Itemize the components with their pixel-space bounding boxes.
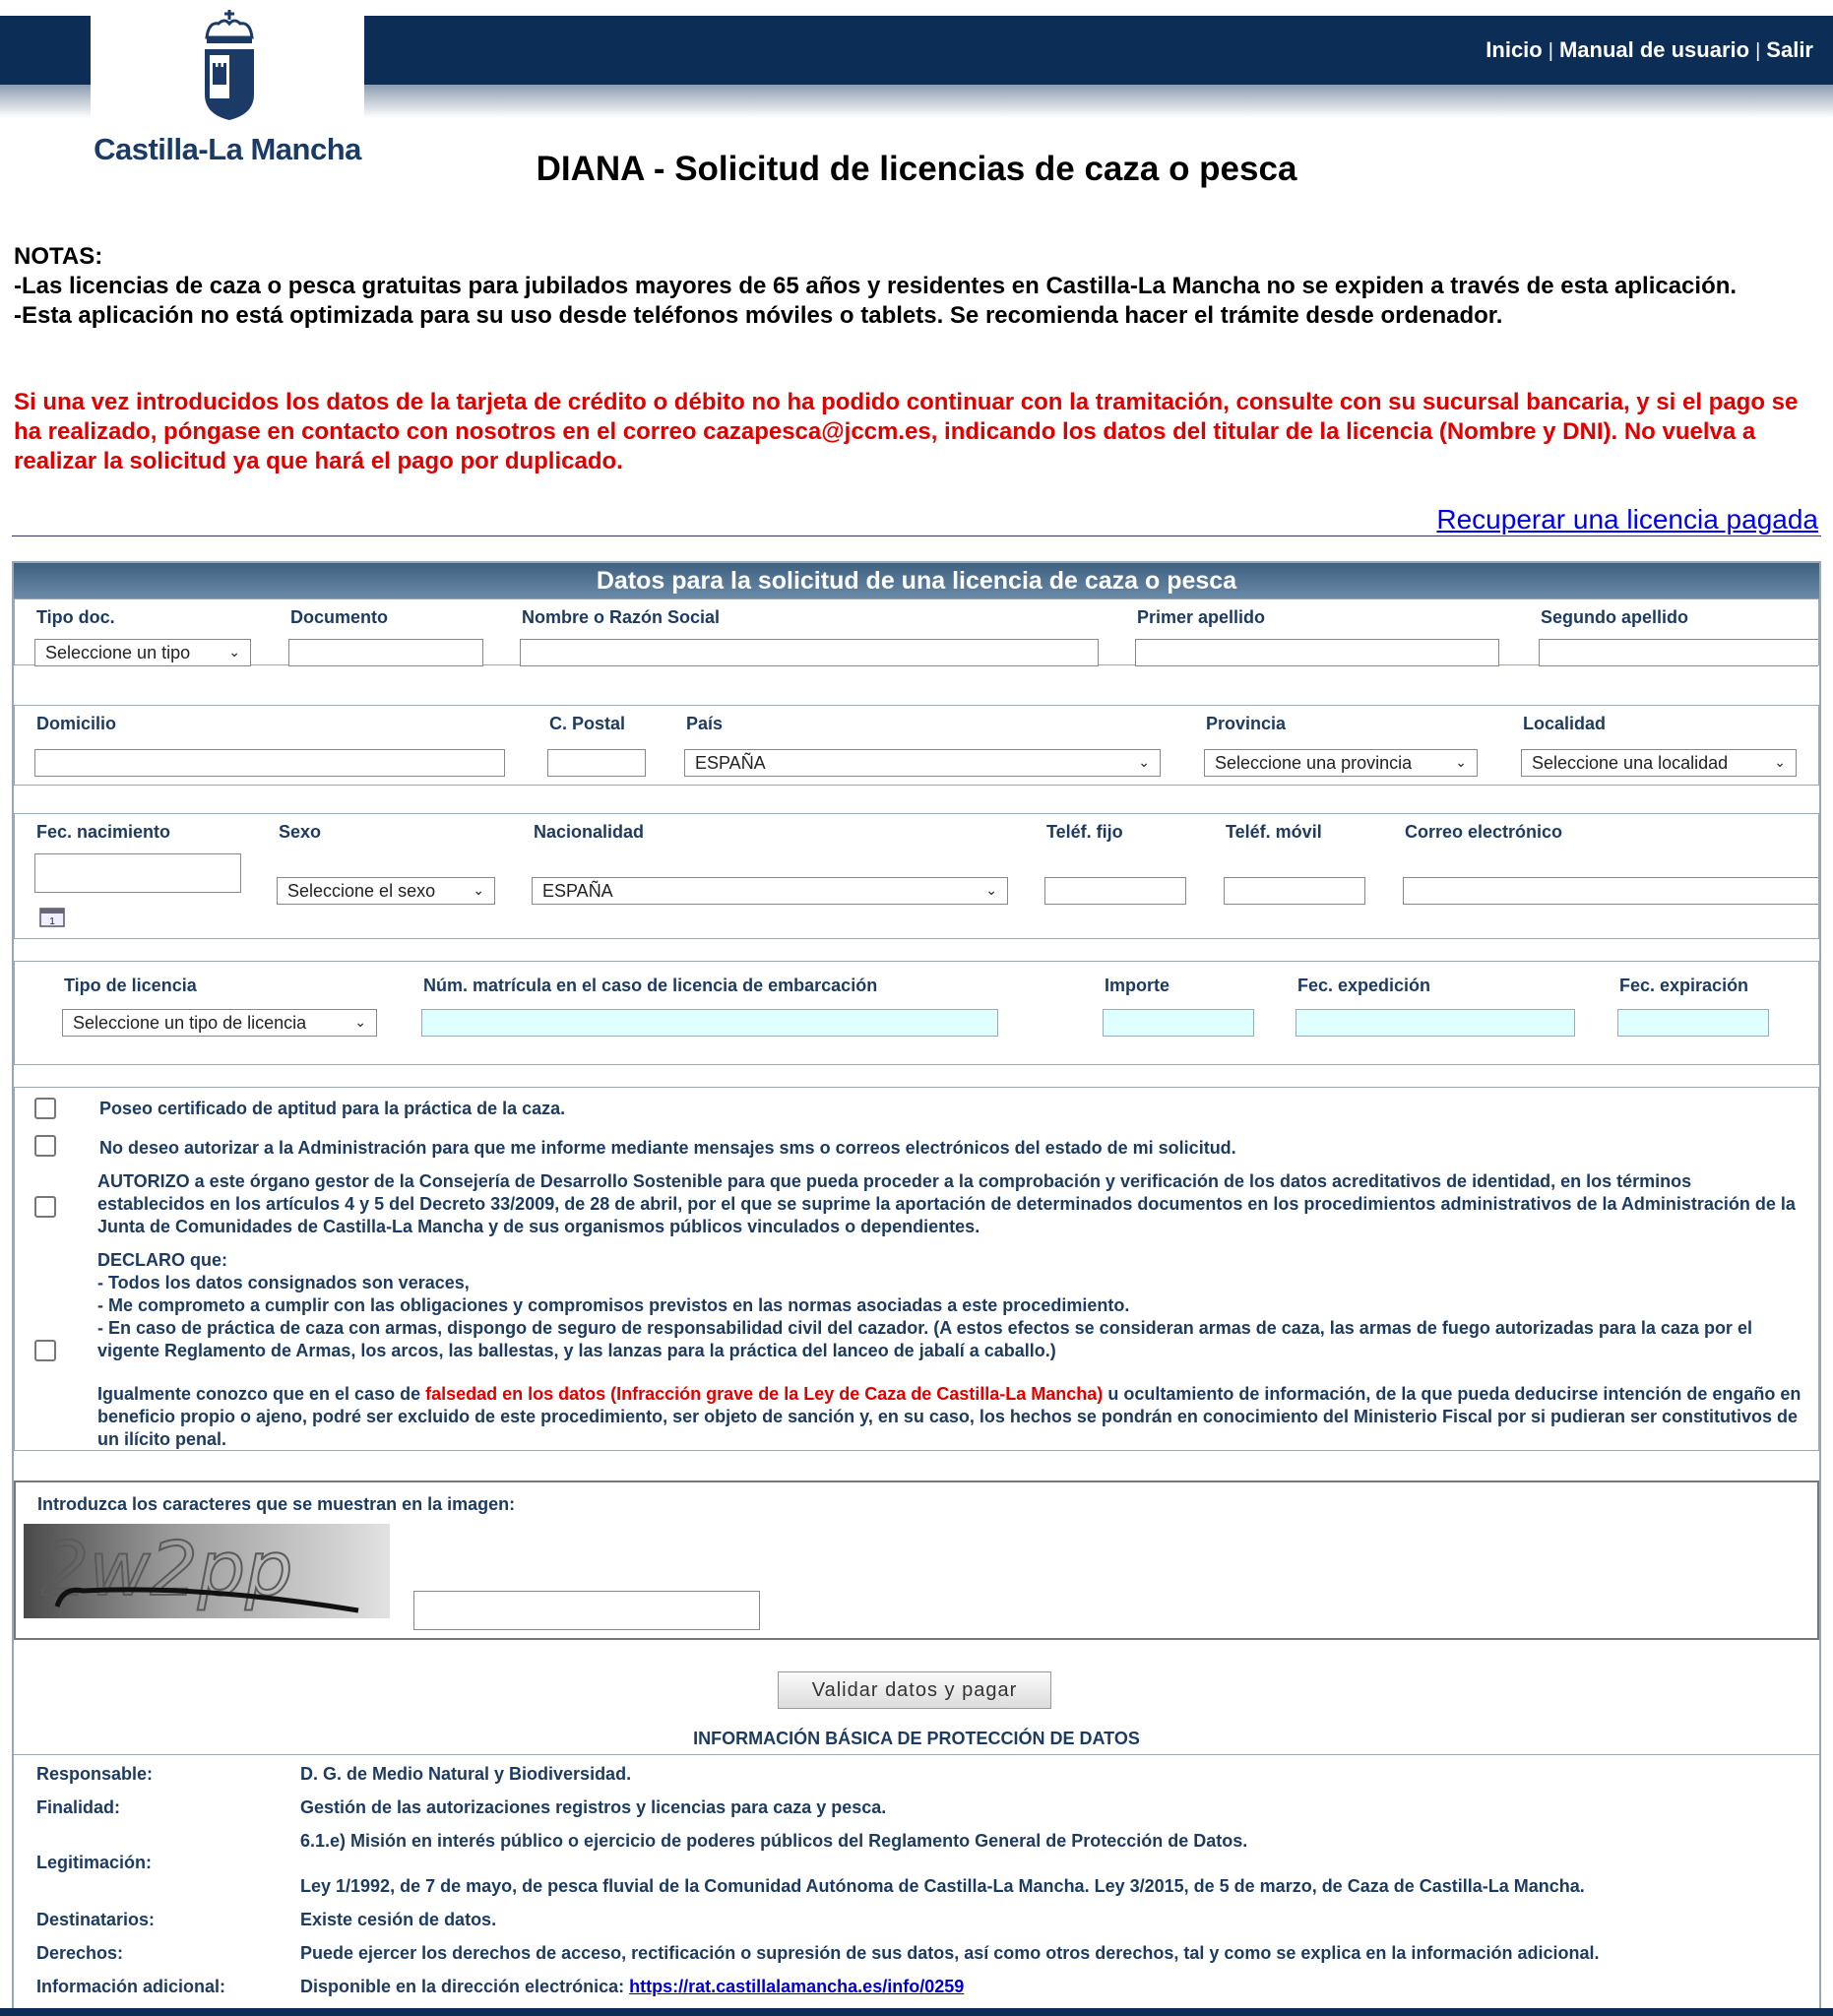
- nacionalidad-label: Nacionalidad: [534, 822, 645, 842]
- section-address: [14, 705, 1819, 786]
- domicilio-label: Domicilio: [36, 714, 117, 733]
- tipo-licencia-select[interactable]: [62, 1009, 377, 1037]
- nombre-label: Nombre o Razón Social: [522, 607, 721, 627]
- declaro-block: [97, 1249, 1810, 1451]
- falsedad-text-b: u ocultamiento de información, de la que pueda deducirse intención de engaño en beneficio propio o ajeno, podré ser excluido de este procedimiento, ser objeto de sanción y, en su caso, los hechos se pondrán en conocimiento del Ministerio Fiscal por si pudieran ser constitutivos de un ilícito penal.: [97, 1384, 1801, 1449]
- autorizo-text: AUTORIZO a este órgano gestor de la Consejería de Desarrollo Sostenible para que pueda proceder a la comprobación y verificación de los datos acreditativos de identidad, en los términos establecidos en los artículos 4 y 5 del Decreto 33/2009, de 28 de abril, por el que se suprime la aportación de determinados documentos en los procedimientos administrativos de la Administración de la Junta de Comunidades de Castilla-La Mancha y de sus organismos públicos vinculados o dependientes.: [97, 1171, 1796, 1236]
- fec-expiracion-label: Fec. expiración: [1619, 976, 1749, 995]
- section-identity: [14, 598, 1819, 665]
- tipo-doc-label: Tipo doc.: [36, 607, 115, 627]
- page-title: DIANA - Solicitud de licencias de caza o pesca: [536, 150, 1297, 188]
- no-autorizo-sms-text: No deseo autorizar a la Administración para que me informe mediante mensajes sms o correos electrónicos del estado de mi solicitud.: [99, 1138, 1236, 1158]
- captcha-drawing: [24, 1524, 390, 1618]
- crown-castle-emblem-icon: [195, 8, 264, 124]
- no-autorizo-sms-checkbox[interactable]: [34, 1135, 56, 1157]
- segundo-apellido-input[interactable]: [1539, 639, 1818, 666]
- pais-label: País: [686, 714, 724, 733]
- validar-pagar-button[interactable]: Validar datos y pagar: [778, 1671, 1051, 1709]
- notes-heading: NOTAS:: [14, 243, 103, 270]
- responsable-value: D. G. de Medio Natural y Biodiversidad.: [300, 1764, 632, 1784]
- section-license: [14, 961, 1819, 1065]
- cpostal-input[interactable]: [547, 749, 646, 777]
- calendar-icon[interactable]: [38, 905, 66, 928]
- tipo-doc-select[interactable]: [34, 639, 251, 666]
- rat-info-link[interactable]: https://rat.castillalamancha.es/info/0259: [629, 1977, 965, 1996]
- tipo-licencia-label: Tipo de licencia: [64, 976, 197, 995]
- localidad-value: Seleccione una localidad: [1532, 753, 1729, 773]
- chevron-down-icon: ⌄: [1138, 754, 1150, 770]
- primer-apellido-label: Primer apellido: [1137, 607, 1266, 627]
- fec-nacimiento-input[interactable]: [34, 853, 241, 893]
- chevron-down-icon: ⌄: [1774, 754, 1786, 770]
- documento-input[interactable]: [288, 639, 483, 666]
- captcha-label: Introduzca los caracteres que se muestran en la imagen:: [37, 1494, 516, 1514]
- derechos-label: Derechos:: [36, 1943, 124, 1963]
- legitimacion-label: Legitimación:: [36, 1853, 153, 1872]
- nacionalidad-select[interactable]: [532, 877, 1008, 905]
- notes-block: [14, 242, 1815, 331]
- fec-expiracion-input[interactable]: [1617, 1009, 1769, 1037]
- sexo-select[interactable]: [277, 877, 495, 905]
- importe-label: Importe: [1105, 976, 1170, 995]
- provincia-value: Seleccione una provincia: [1215, 753, 1413, 773]
- correo-input[interactable]: [1403, 877, 1818, 905]
- telef-fijo-label: Teléf. fijo: [1046, 822, 1123, 842]
- falsedad-text-a: Igualmente conozco que en el caso de: [97, 1384, 421, 1404]
- aptitud-text: Poseo certificado de aptitud para la práctica de la caza.: [99, 1099, 566, 1118]
- adicional-label: Información adicional:: [36, 1977, 226, 1996]
- declaro-item-2: - Me comprometo a cumplir con las obligaciones y compromisos previstos en las normas asociadas a este procedimiento.: [97, 1295, 1130, 1315]
- captcha-image: [24, 1524, 390, 1618]
- legitimacion-value-1: 6.1.e) Misión en interés público o ejercicio de poderes públicos del Reglamento General de Protección de Datos.: [300, 1831, 1248, 1851]
- destinatarios-label: Destinatarios:: [36, 1910, 156, 1929]
- fec-expedicion-input[interactable]: [1296, 1009, 1575, 1037]
- localidad-select[interactable]: [1521, 749, 1797, 777]
- svg-text:1: 1: [49, 916, 55, 927]
- provincia-select[interactable]: [1204, 749, 1478, 777]
- correo-label: Correo electrónico: [1405, 822, 1563, 842]
- top-nav: Inicio | Manual de usuario | Salir: [1485, 37, 1813, 62]
- fec-nacimiento-label: Fec. nacimiento: [36, 822, 171, 842]
- declaro-item-3: - En caso de práctica de caza con armas, dispongo de seguro de responsabilidad civil del cazador. (A estos efectos se consideran armas de caza, las armas de fuego autorizadas para la caza por el vigente Reglamento de Armas, los arcos, las ballestas, y las lanzas para la práctica del lanceo de jabalí a caballo.): [97, 1318, 1752, 1360]
- cpostal-label: C. Postal: [549, 714, 626, 733]
- domicilio-input[interactable]: [34, 749, 505, 777]
- pais-select[interactable]: [684, 749, 1161, 777]
- nacionalidad-value: ESPAÑA: [542, 881, 613, 901]
- documento-label: Documento: [290, 607, 388, 627]
- tipo-doc-value: Seleccione un tipo: [45, 643, 191, 662]
- autorizo-checkbox[interactable]: [34, 1196, 56, 1218]
- legitimacion-value-2: Ley 1/1992, de 7 de mayo, de pesca fluvial de la Comunidad Autónoma de Castilla-La Mancha. Ley 3/2015, de 5 de marzo, de Caza de Castilla-La Mancha.: [300, 1876, 1585, 1896]
- importe-input[interactable]: [1103, 1009, 1254, 1037]
- nav-inicio-link[interactable]: Inicio: [1485, 37, 1543, 62]
- license-form: [12, 561, 1821, 2016]
- captcha-text: 2w2pp: [41, 1525, 293, 1612]
- matricula-input[interactable]: [421, 1009, 998, 1037]
- adicional-value: [300, 1977, 964, 1997]
- privacy-divider: [12, 1754, 1821, 1755]
- derechos-value: Puede ejercer los derechos de acceso, rectificación o supresión de sus datos, así como otros derechos, tal y como se explica en la información adicional.: [300, 1943, 1600, 1963]
- bottom-bar: [0, 2008, 1833, 2016]
- form-header: Datos para la solicitud de una licencia de caza o pesca: [14, 563, 1819, 598]
- matricula-label: Núm. matrícula en el caso de licencia de embarcación: [423, 976, 878, 995]
- chevron-down-icon: ⌄: [228, 644, 240, 660]
- pais-value: ESPAÑA: [695, 753, 766, 773]
- captcha-input[interactable]: [413, 1591, 760, 1630]
- nombre-input[interactable]: [520, 639, 1099, 666]
- declaro-title: DECLARO que:: [97, 1250, 227, 1270]
- finalidad-label: Finalidad:: [36, 1797, 120, 1817]
- telef-movil-label: Teléf. móvil: [1226, 822, 1322, 842]
- privacy-title: INFORMACIÓN BÁSICA DE PROTECCIÓN DE DATOS: [693, 1729, 1140, 1748]
- chevron-down-icon: ⌄: [473, 882, 484, 898]
- declaro-checkbox[interactable]: [34, 1340, 56, 1361]
- tipo-licencia-value: Seleccione un tipo de licencia: [73, 1013, 307, 1033]
- declaro-falsedad: [97, 1383, 1810, 1451]
- telef-movil-input[interactable]: [1224, 877, 1365, 905]
- aptitud-checkbox[interactable]: [34, 1098, 56, 1119]
- chevron-down-icon: ⌄: [985, 882, 997, 898]
- adicional-text: Disponible en la dirección electrónica:: [300, 1977, 625, 1996]
- declaro-item-1: - Todos los datos consignados son veraces,: [97, 1273, 470, 1292]
- telef-fijo-input[interactable]: [1044, 877, 1186, 905]
- localidad-label: Localidad: [1523, 714, 1607, 733]
- falsedad-highlight: falsedad en los datos (Infracción grave de la Ley de Caza de Castilla-La Mancha): [425, 1384, 1104, 1404]
- segundo-apellido-label: Segundo apellido: [1541, 607, 1689, 627]
- provincia-label: Provincia: [1206, 714, 1287, 733]
- section-declarations: [14, 1087, 1819, 1451]
- nav-salir-link[interactable]: Salir: [1766, 37, 1813, 62]
- notes-line-2: -Esta aplicación no está optimizada para su uso desde teléfonos móviles o tablets. Se recomienda hacer el trámite desde ordenador.: [14, 302, 1503, 329]
- chevron-down-icon: ⌄: [1455, 754, 1467, 770]
- primer-apellido-input[interactable]: [1135, 639, 1499, 666]
- recover-license-link[interactable]: Recuperar una licencia pagada: [1436, 504, 1818, 535]
- payment-warning: Si una vez introducidos los datos de la tarjeta de crédito o débito no ha podido continuar con la tramitación, consulte con su sucursal bancaria, y si el pago se ha realizado, póngase en contacto con nosotros en el correo cazapesca@jccm.es, indicando los datos del titular de la licencia (Nombre y DNI). No vuelva a realizar la solicitud ya que hará el pago por duplicado.: [14, 389, 1799, 474]
- notes-line-1: -Las licencias de caza o pesca gratuitas para jubilados mayores de 65 años y residentes en Castilla-La Mancha no se expiden a través de esta aplicación.: [14, 273, 1738, 299]
- logo-text: Castilla-La Mancha: [94, 132, 361, 166]
- nav-manual-link[interactable]: Manual de usuario: [1558, 37, 1750, 62]
- sexo-value: Seleccione el sexo: [287, 881, 436, 901]
- sexo-label: Sexo: [279, 822, 322, 842]
- finalidad-value: Gestión de las autorizaciones registros y licencias para caza y pesca.: [300, 1797, 887, 1817]
- responsable-label: Responsable:: [36, 1764, 154, 1784]
- section-personal: [14, 813, 1819, 939]
- chevron-down-icon: ⌄: [354, 1014, 366, 1030]
- destinatarios-value: Existe cesión de datos.: [300, 1910, 497, 1929]
- fec-expedicion-label: Fec. expedición: [1297, 976, 1431, 995]
